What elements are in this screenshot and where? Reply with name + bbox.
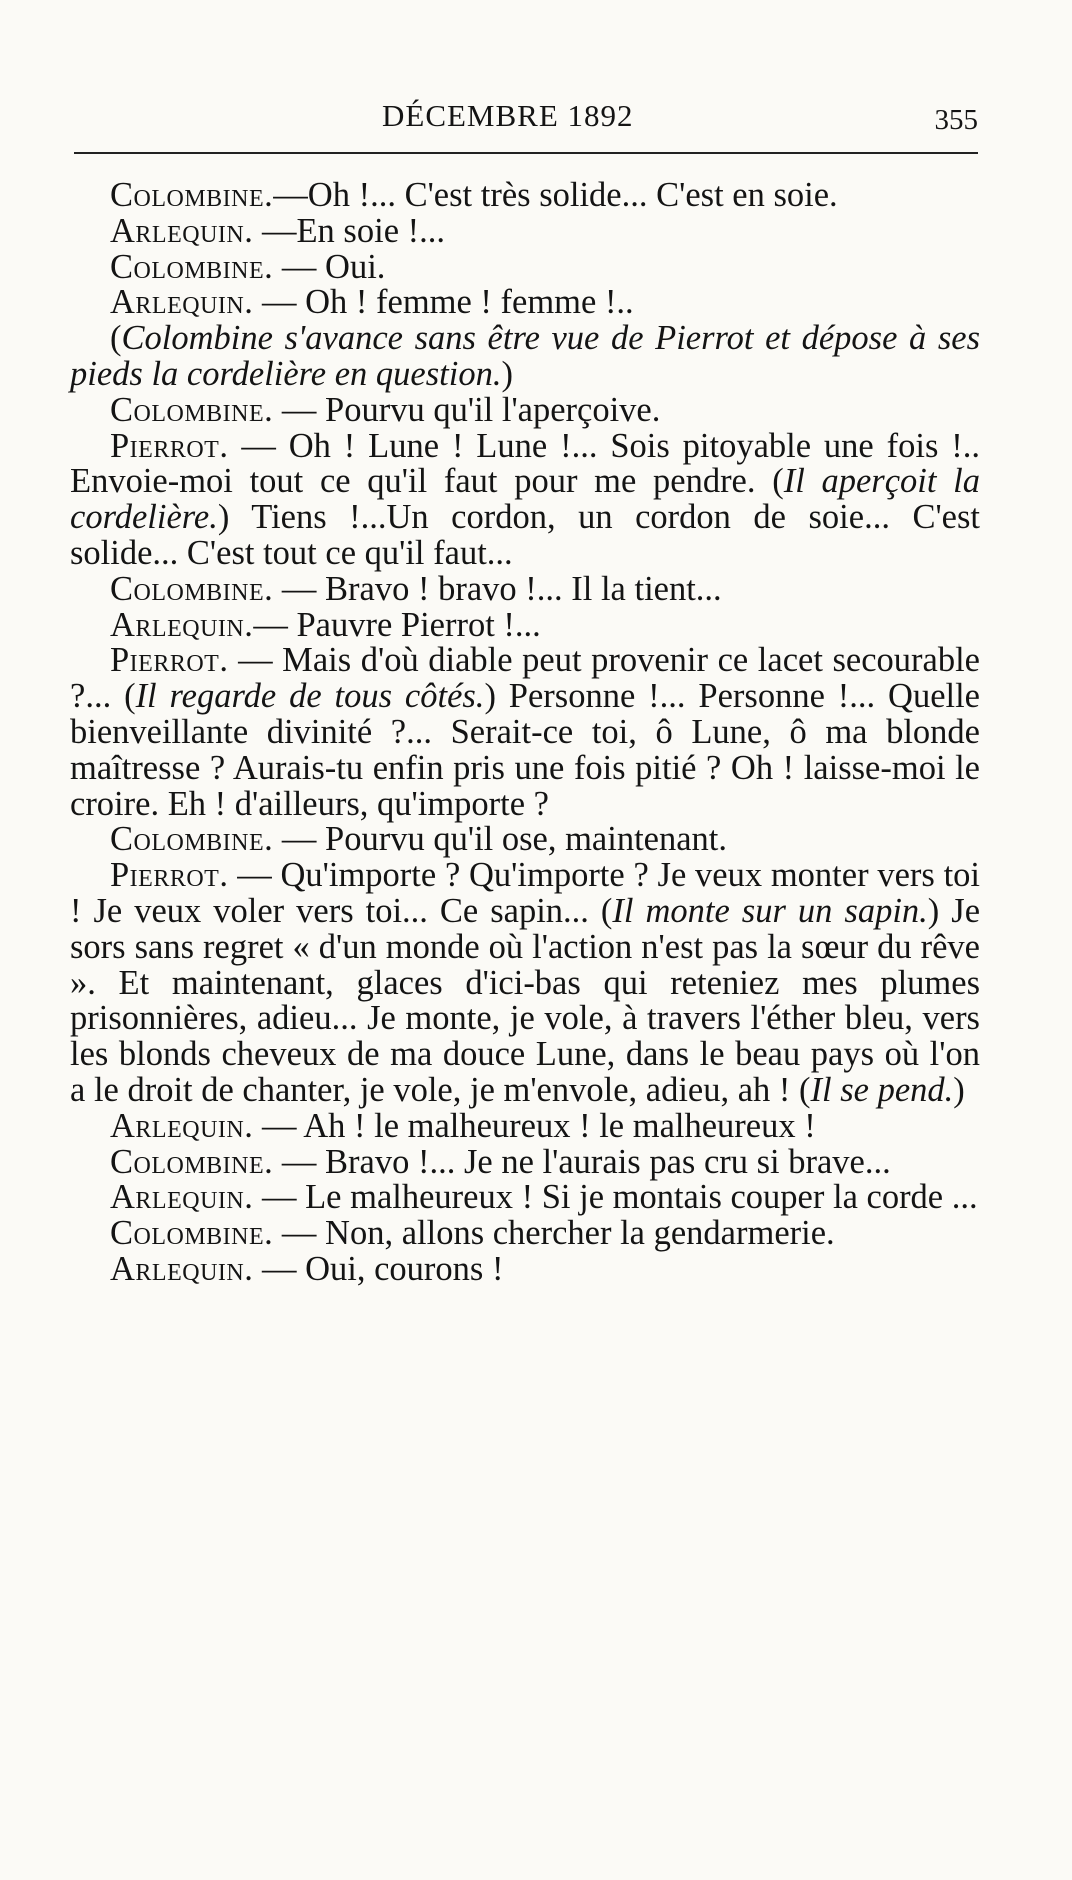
dialogue-text-segment: ) <box>501 354 513 393</box>
dialogue-text-segment: — Mais d'où diable peut provenir ce lacet secourable ?... ( <box>70 641 980 716</box>
dialogue-line <box>70 1142 980 1181</box>
speaker-name: Arlequin. <box>110 1178 254 1217</box>
dialogue-line <box>70 390 980 429</box>
dialogue-text-segment: — Ah ! le malheureux ! le malheureux ! <box>253 1106 816 1145</box>
dialogue-text-segment: ( <box>110 319 122 358</box>
speaker-name: Arlequin. <box>110 211 254 250</box>
dialogue-line <box>70 605 980 644</box>
speaker-name: Colombine. <box>110 1142 274 1181</box>
dialogue-text-segment: ) <box>953 1070 965 1109</box>
speaker-name: Colombine. <box>110 247 274 286</box>
dialogue-text-segment: — Oh ! Lune ! Lune !... Sois pitoyable une fois !.. Envoie-moi tout ce qu'il faut pour me pendre. ( <box>70 426 980 501</box>
speaker-name: Colombine. <box>110 176 274 214</box>
stage-direction-text: Colombine s'avance sans être vue de Pierrot et dépose à ses pieds la cordelière en question. <box>70 319 980 393</box>
running-title: DÉCEMBRE 1892 <box>382 98 634 133</box>
stage-direction-text: Il aperçoit la cordelière. <box>70 462 980 537</box>
speaker-name: Arlequin. <box>110 1249 254 1288</box>
header-rule <box>74 152 978 154</box>
dialogue-line <box>70 1249 980 1288</box>
dialogue-text <box>70 178 980 1288</box>
dialogue-line <box>70 569 980 608</box>
speaker-name: Colombine. <box>110 1214 274 1253</box>
dialogue-text-segment: — Oui. <box>273 247 386 286</box>
speaker-name: Arlequin. <box>110 605 254 644</box>
dialogue-text-segment: —En soie !... <box>253 211 445 250</box>
speaker-name: Colombine. <box>110 569 274 608</box>
dialogue-line <box>70 643 980 822</box>
dialogue-line <box>70 1106 980 1145</box>
dialogue-text-segment: — Pauvre Pierrot !... <box>253 605 541 644</box>
dialogue-line <box>70 822 980 858</box>
page-number: 355 <box>934 104 978 136</box>
stage-direction-text: Il regarde de tous côtés. <box>135 677 485 716</box>
dialogue-text-segment: — Qu'importe ? Qu'importe ? Je veux monter vers toi ! Je veux voler vers toi... Ce sapin... ( <box>70 856 980 930</box>
stage-direction-text: Il se pend. <box>810 1070 954 1109</box>
dialogue-line <box>70 247 980 286</box>
dialogue-text-segment: — Bravo ! bravo !... Il la tient... <box>273 569 722 608</box>
dialogue-text-segment: — Le malheureux ! Si je montais couper la corde ... <box>253 1178 978 1217</box>
stage-direction <box>70 321 980 393</box>
dialogue-line <box>70 211 980 250</box>
dialogue-text-segment: ) Tiens !...Un cordon, un cordon de soie... C'est solide... C'est tout ce qu'il faut... <box>70 498 980 572</box>
dialogue-text-segment: — Non, allons chercher la gendarmerie. <box>273 1214 835 1253</box>
dialogue-text-segment: — Oui, courons ! <box>253 1249 504 1288</box>
dialogue-line <box>70 426 980 572</box>
speaker-name: Colombine. <box>110 390 274 429</box>
speaker-name: Arlequin. <box>110 283 254 322</box>
dialogue-text-segment: — Pourvu qu'il ose, maintenant. <box>273 820 728 859</box>
dialogue-text-segment: — Oh ! femme ! femme !.. <box>253 283 634 322</box>
speaker-name: Pierrot. <box>110 641 229 680</box>
speaker-name: Pierrot. <box>110 856 229 895</box>
dialogue-text-segment: — Pourvu qu'il l'aperçoive. <box>273 390 661 429</box>
dialogue-line <box>70 178 980 214</box>
speaker-name: Pierrot. <box>110 426 229 465</box>
speaker-name: Colombine. <box>110 820 274 859</box>
dialogue-line <box>70 1216 980 1252</box>
dialogue-line <box>70 1180 980 1216</box>
dialogue-text-segment: — Bravo !... Je ne l'aurais pas cru si brave... <box>273 1142 891 1181</box>
dialogue-text-segment: —Oh !... C'est très solide... C'est en soie. <box>273 176 838 214</box>
stage-direction-text: Il monte sur un sapin. <box>612 891 928 930</box>
running-header <box>72 96 978 144</box>
dialogue-text-segment: ) Je sors sans regret « d'un monde où l'action n'est pas la sœur du rêve ». Et maintenant, glaces d'ici-bas qui reteniez mes plumes prisonnières, adieu... Je monte, je vole, à travers l'éther bleu, vers les blonds cheveux de ma douce Lune, dans le beau pays où l'on a le droit de chanter, je vole, je m'envole, adieu, ah ! ( <box>70 891 981 1109</box>
dialogue-line <box>70 858 980 1109</box>
speaker-name: Arlequin. <box>110 1106 254 1145</box>
dialogue-text-segment: ) Personne !... Personne !... Quelle bienveillante divinité ?... Serait-ce toi, ô Lune, ô ma blonde maîtresse ? Aurais-tu enfin pris une fois pitié ? Oh ! laisse-moi le croire. Eh ! d'ailleurs, qu'importe ? <box>70 677 980 823</box>
dialogue-line <box>70 285 980 321</box>
